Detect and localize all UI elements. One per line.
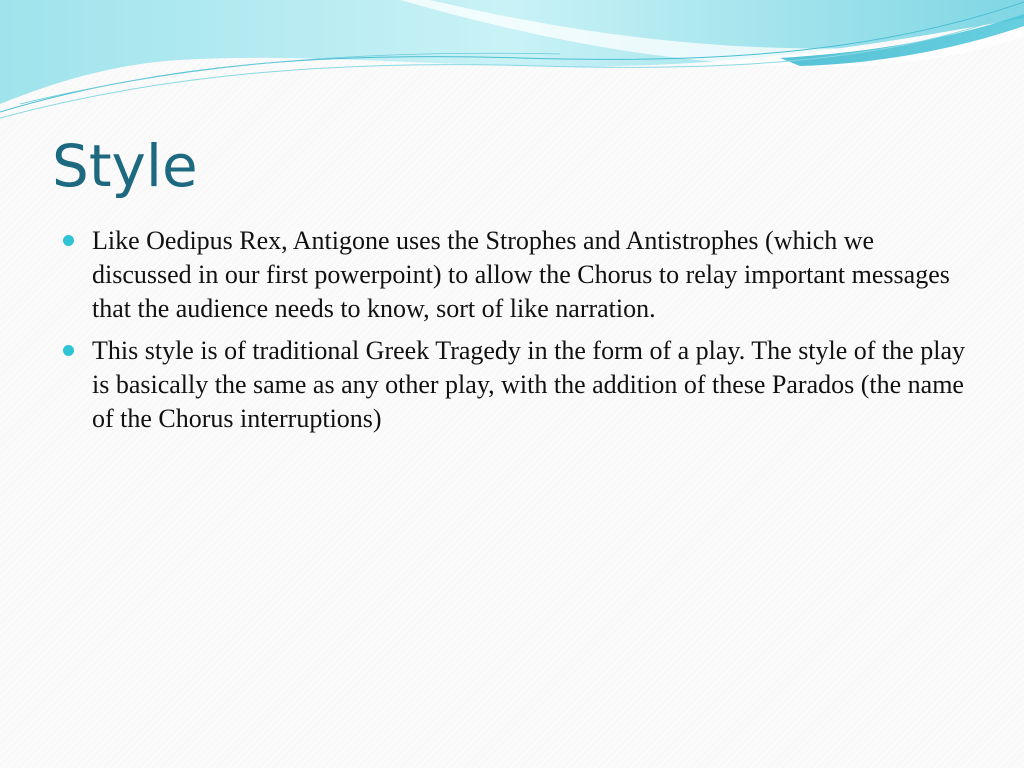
bullet-text: This style is of traditional Greek Tragedy in the form of a play. The style of the play is basically the same as any other play, with the addition of these Parados (the name of the Chorus interruptions) bbox=[92, 336, 965, 433]
bullet-item bbox=[92, 224, 972, 326]
wave-header-decoration bbox=[0, 0, 1024, 120]
slide-title: Style bbox=[52, 132, 198, 200]
bullet-dot-icon bbox=[63, 235, 74, 246]
bullet-dot-icon bbox=[63, 345, 74, 356]
bullet-item bbox=[92, 334, 972, 436]
bullet-text: Like Oedipus Rex, Antigone uses the Strophes and Antistrophes (which we discussed in our first powerpoint) to allow the Chorus to relay important messages that the audience needs to know, sort of like narration. bbox=[92, 226, 950, 323]
bullet-list bbox=[92, 224, 972, 444]
